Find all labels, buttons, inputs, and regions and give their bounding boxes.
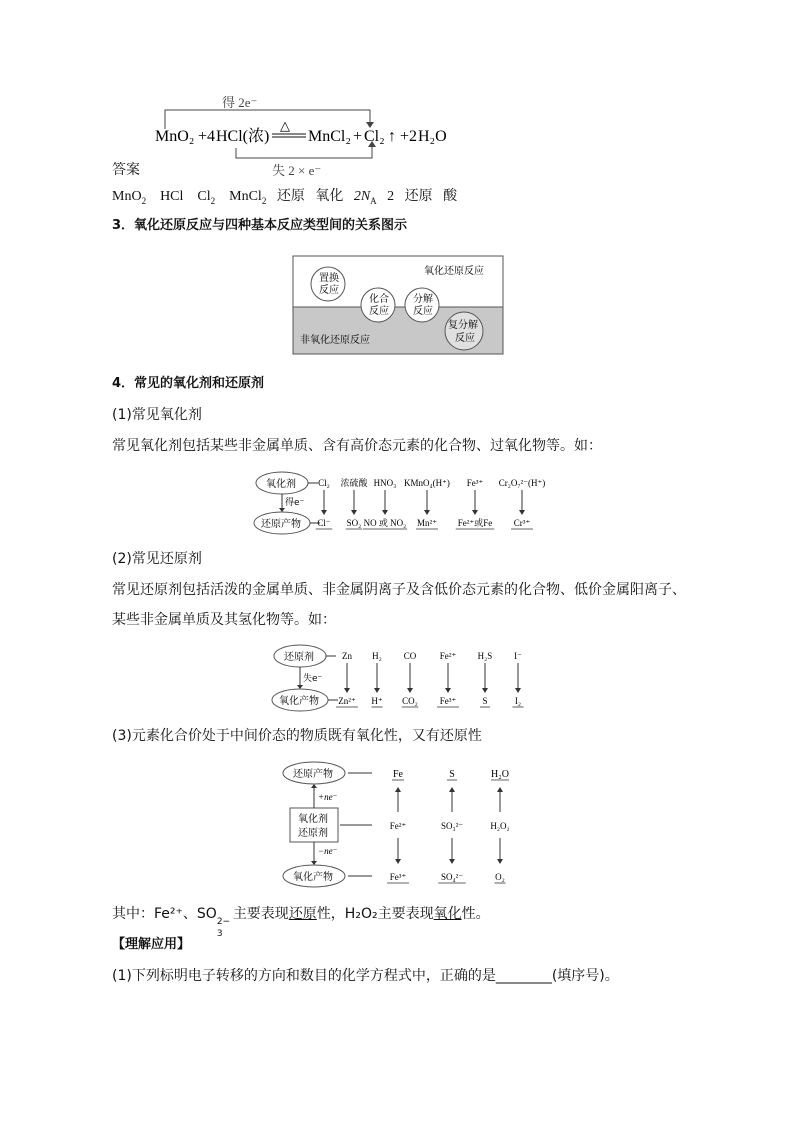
middle-valence-svg (280, 760, 530, 890)
product-cl2: Cl₂ (364, 128, 385, 145)
red-bottom-2: CO₂ (402, 696, 418, 706)
mid-bottom-node-label: 氧化产物 (293, 872, 333, 883)
oxidant-paragraph: 常见氧化剂包括某些非金属单质、含有高价态元素的化合物、过氧化物等。如： (112, 438, 602, 454)
center-node-line2: 还原剂 (298, 828, 328, 839)
red-top-4: H₂S (477, 651, 493, 661)
red-bottom-1: H⁺ (371, 696, 383, 706)
q1-blank: ________ (495, 968, 552, 984)
c4-line1: 复分解 (448, 320, 478, 331)
delta-sign: △ (280, 118, 290, 133)
c2-line1: 化合 (369, 294, 389, 305)
non-redox-label: 非氧化还原反应 (300, 335, 370, 346)
note-sup: 2− (216, 917, 231, 927)
mid-middle-2: H₂O₂ (490, 821, 510, 831)
oxidant-svg (252, 468, 552, 538)
ans-mno-sub: 2 (141, 195, 147, 206)
ans-hcl: HCl (160, 189, 184, 204)
ans-2na-sub: A (370, 195, 377, 206)
oxidant-diagram (252, 468, 552, 538)
c2-line2: 反应 (369, 306, 389, 317)
middle-valence-diagram (280, 760, 530, 890)
gas-arrow: ↑ (388, 128, 396, 145)
reductant-paragraph-1: 常见还原剂包括活泼的金属单质、非金属阴离子及含低价态元素的化合物、低价金属阳离子、 (112, 582, 686, 598)
minus-ne-label: −ne⁻ (318, 846, 338, 856)
c3-line1: 分解 (413, 294, 433, 305)
red-bottom-3: Fe³⁺ (439, 696, 457, 706)
mid-top-2: H₂O (491, 769, 509, 780)
ans-cl: Cl (197, 189, 211, 204)
reductant-node-label: 还原剂 (284, 652, 314, 663)
redox-equation (150, 92, 470, 182)
middle-columns (387, 769, 510, 883)
plus-4: +4 (198, 128, 216, 145)
note-mid2: 性，H₂O₂主要表现 (316, 906, 434, 922)
red-bottom-0: Zn²⁺ (338, 696, 356, 706)
question-1 (112, 966, 619, 986)
ox-bottom-5: Cr³⁺ (513, 518, 531, 528)
ans-yanghua: 氧化 (315, 188, 344, 204)
oxidant-node-label: 氧化剂 (266, 479, 296, 490)
ox-top-1: 浓硫酸 (340, 478, 368, 488)
circle-double-displacement (445, 312, 483, 350)
note-oxidizing: 氧化 (433, 906, 462, 922)
ox-bottom-3: Mn²⁺ (417, 518, 437, 528)
answer-row (112, 186, 457, 211)
q1-suffix: (填序号)。 (551, 968, 619, 984)
ox-top-4: Fe³⁺ (466, 478, 484, 488)
gain-e-label: 得e⁻ (285, 498, 305, 508)
reaction-type-svg (292, 255, 504, 355)
answer-label: 答案 (112, 162, 140, 178)
note-sub: 3 (216, 929, 223, 939)
equation-svg (150, 92, 470, 182)
reaction-type-diagram (292, 255, 504, 355)
ans-suan: 酸 (443, 188, 458, 204)
section3-heading: 3．氧化还原反应与四种基本反应类型间的关系图示 (112, 218, 408, 233)
red-top-0: Zn (342, 651, 352, 661)
ox-bottom-0: Cl⁻ (317, 518, 331, 528)
reductant-paragraph-2: 某些非金属单质及其氢化物等。如： (112, 612, 336, 628)
red-bottom-5: I₂ (514, 696, 522, 706)
note-end: 性。 (461, 906, 490, 922)
plus-ne-label: +ne⁻ (318, 792, 338, 802)
reductant-svg (270, 642, 540, 712)
q1-text: (1)下列标明电子转移的方向和数目的化学方程式中，正确的是 (112, 968, 496, 984)
reactant-hcl: HCl(浓) (216, 128, 270, 145)
ox-bottom-4: Fe²⁺或Fe (457, 518, 493, 528)
ans-mno: MnO (112, 189, 142, 204)
mid-bottom-1: SO₄²⁻ (440, 872, 464, 882)
ox-top-5: Cr₂O₇²⁻(H⁺) (498, 478, 546, 488)
red-top-1: H₂ (372, 651, 382, 661)
mid-bottom-2: O₂ (495, 872, 505, 882)
reduction-product-label: 还原产物 (261, 519, 301, 530)
lose-label: 失 2 × e⁻ (272, 163, 322, 178)
product-h2o: H₂O (418, 128, 447, 145)
c1-line1: 置换 (319, 273, 339, 284)
ox-bottom-2: NO 或 NO₂ (363, 518, 407, 528)
c3-line2: 反应 (413, 306, 433, 317)
center-node-line1: 氧化剂 (298, 814, 328, 825)
product-mncl2: MnCl₂ (308, 128, 351, 145)
red-top-2: CO (403, 651, 417, 661)
ox-top-0: Cl₂ (318, 478, 330, 488)
lose-e-label: 失e⁻ (303, 674, 323, 684)
oxidant-columns (316, 477, 545, 529)
reductant-columns (336, 651, 524, 707)
plus-2: +2 (400, 128, 418, 145)
mid-top-1: S (449, 769, 455, 780)
mid-middle-1: SO₃²⁻ (440, 821, 464, 831)
oxidation-product-label: 氧化产物 (279, 696, 319, 707)
ans-huanyuan-1: 还原 (276, 188, 305, 204)
reactant-mno2: MnO₂ (155, 128, 195, 145)
sub3-heading: (3)元素化合价处于中间价态的物质既有氧化性，又有还原性 (112, 728, 482, 744)
gain-arrow-head (279, 508, 285, 512)
redox-label: 氧化还原反应 (424, 266, 484, 277)
c4-line2: 反应 (455, 333, 475, 344)
apply-heading: 【理解应用】 (112, 937, 191, 952)
gain-bracket (165, 110, 370, 129)
ox-top-2: HNO₃ (373, 478, 397, 488)
note-mid1: 主要表现 (232, 906, 289, 922)
ans-cl-sub: 2 (210, 195, 216, 206)
mid-top-0: Fe (393, 769, 403, 780)
red-bottom-4: S (482, 696, 488, 706)
ans-2na: 2N (353, 189, 371, 204)
ans-mncl-sub: 2 (261, 195, 267, 206)
ans-mncl: MnCl (229, 189, 262, 204)
ans-huanyuan-2: 还原 (404, 188, 433, 204)
c1-line2: 反应 (319, 285, 339, 296)
plus-sign: + (353, 128, 363, 145)
sub2-heading: (2)常见还原剂 (112, 551, 202, 567)
mid-top-node-label: 还原产物 (293, 769, 333, 780)
note-reducing: 还原 (288, 906, 317, 922)
gain-label: 得 2e⁻ (222, 95, 258, 110)
red-top-5: I⁻ (514, 651, 522, 661)
note-prefix: 其中：Fe²⁺、SO (112, 906, 217, 922)
mid-middle-0: Fe²⁺ (389, 821, 407, 831)
reductant-diagram (270, 642, 540, 712)
ox-top-3: KMnO₄(H⁺) (404, 478, 450, 488)
lose-bracket (236, 144, 372, 158)
sub1-heading: (1)常见氧化剂 (112, 407, 202, 423)
ans-2: 2 (387, 189, 395, 204)
section4-heading: 4．常见的氧化剂和还原剂 (112, 376, 265, 391)
ox-bottom-1: SO₂ (346, 518, 362, 528)
mid-bottom-0: Fe³⁺ (389, 872, 407, 882)
red-top-3: Fe²⁺ (439, 651, 457, 661)
note-line (112, 904, 490, 939)
